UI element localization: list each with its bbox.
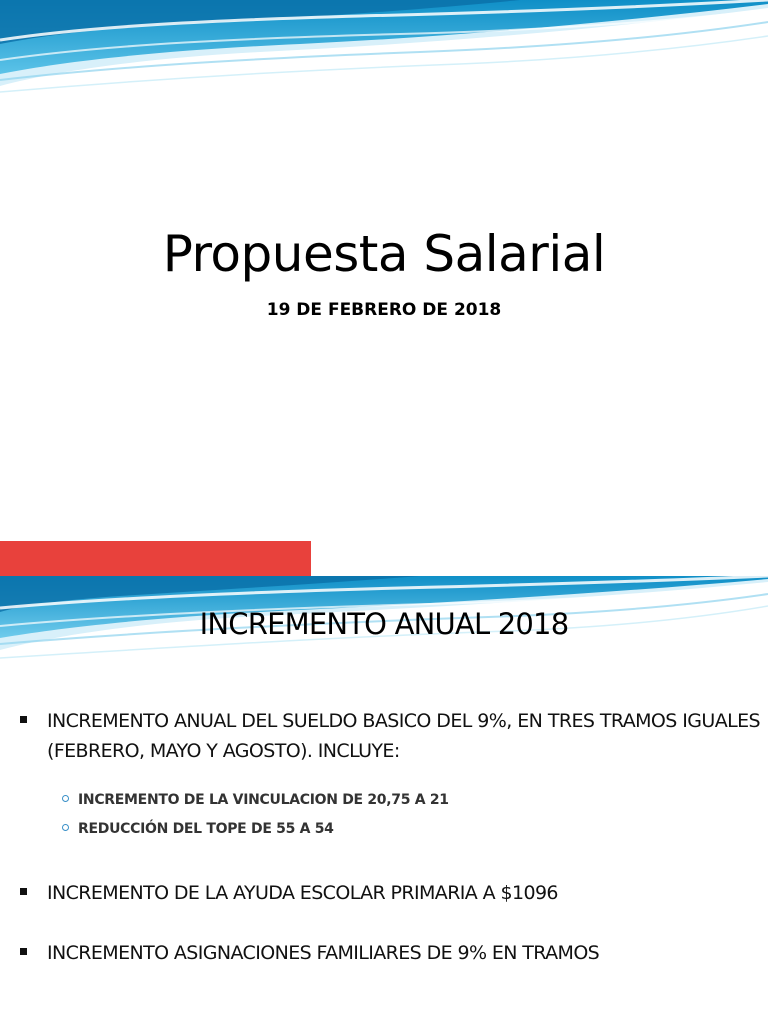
sub-bullet-text: INCREMENTO DE LA VINCULACION DE 20,75 A 21 bbox=[78, 792, 449, 808]
sub-bullet-text: REDUCCIÓN DEL TOPE DE 55 A 54 bbox=[78, 821, 334, 837]
list-item bbox=[20, 938, 760, 968]
slide-title: Propuesta Salarial bbox=[162, 225, 606, 283]
ring-bullet-icon bbox=[62, 795, 69, 802]
bullet-text: INCREMENTO DE LA AYUDA ESCOLAR PRIMARIA A $1096 bbox=[47, 882, 558, 904]
header-wave-graphic bbox=[0, 0, 768, 100]
accent-red-bar bbox=[0, 541, 311, 576]
bullet-text: INCREMENTO ANUAL DEL SUELDO BASICO DEL 9%, EN TRES TRAMOS IGUALES (FEBRERO, MAYO Y AGOSTO). INCLUYE: bbox=[47, 710, 760, 762]
bullet-text: INCREMENTO ASIGNACIONES FAMILIARES DE 9% EN TRAMOS bbox=[47, 942, 600, 964]
list-item bbox=[20, 706, 760, 766]
slide-subtitle-date: 19 DE FEBRERO DE 2018 bbox=[266, 300, 502, 320]
list-item bbox=[20, 878, 760, 908]
ring-bullet-icon bbox=[62, 824, 69, 831]
square-bullet-icon bbox=[20, 716, 27, 723]
sub-list-item bbox=[62, 818, 742, 840]
square-bullet-icon bbox=[20, 948, 27, 955]
content-slide bbox=[0, 576, 768, 1024]
square-bullet-icon bbox=[20, 888, 27, 895]
sub-list-item bbox=[62, 789, 742, 811]
slide-title: INCREMENTO ANUAL 2018 bbox=[199, 607, 569, 641]
